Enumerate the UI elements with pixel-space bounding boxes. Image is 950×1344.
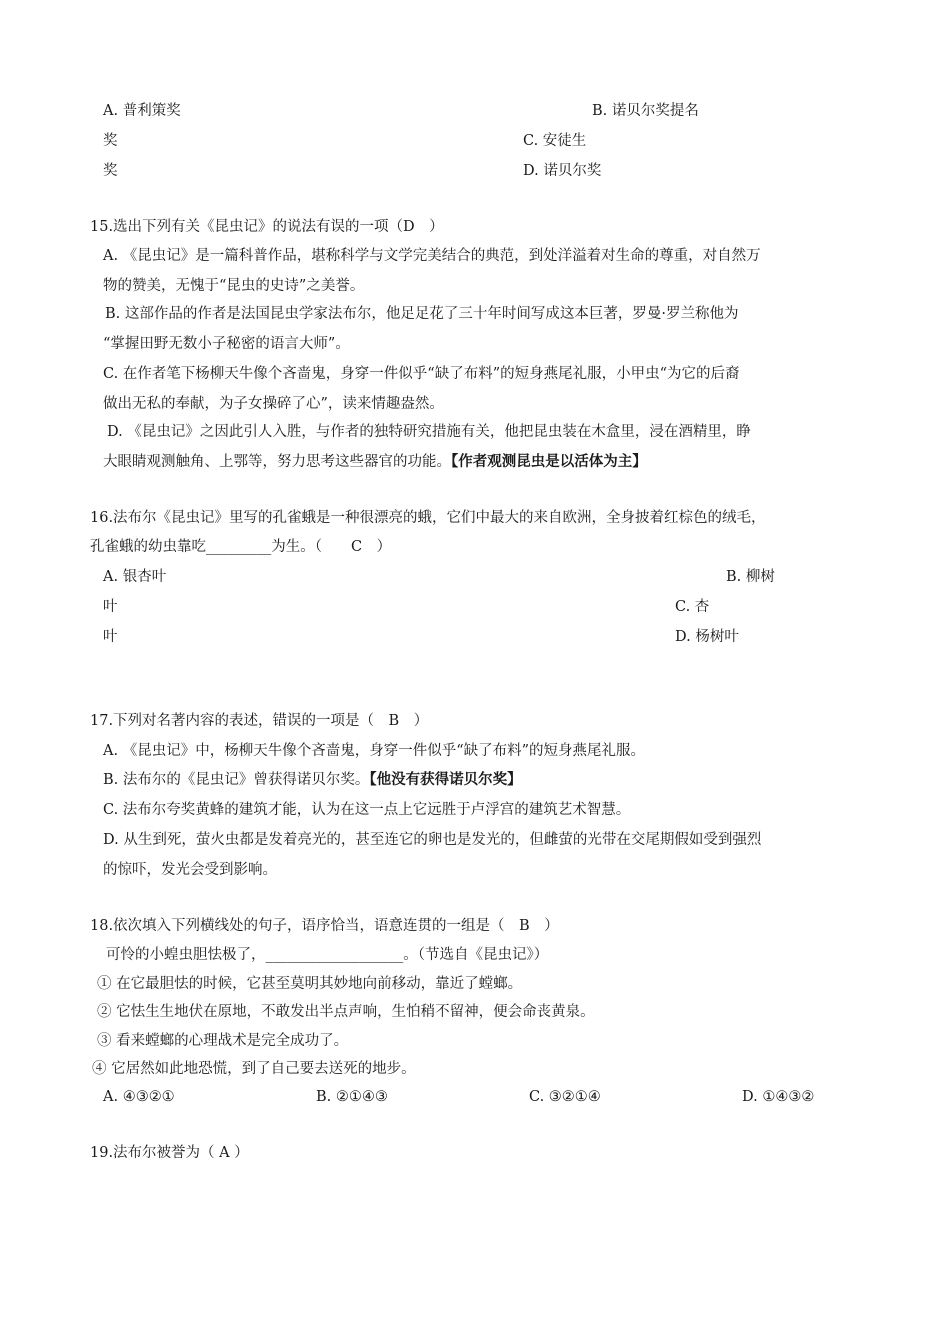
q15-option-d-line2: [103, 452, 647, 472]
q14-option-d: D. 诺贝尔奖: [523, 163, 602, 179]
q15-option-b-line2: “掌握田野无数小子秘密的语言大师”。: [103, 336, 350, 352]
q17-option-a: A. 《昆虫记》中，杨柳天牛像个吝啬鬼，身穿一件似乎“缺了布料”的短身燕尾礼服。: [103, 743, 646, 759]
q15-option-c-line2: 做出无私的奉献，为子女操碎了心”，读来情趣盎然。: [103, 396, 444, 412]
q16-option-b: B. 柳树: [726, 569, 775, 585]
q18-option-d: D. ①④③②: [742, 1089, 815, 1105]
q17-answer-note: 【他没有获得诺贝尔奖】: [369, 771, 522, 788]
q16-option-c-wrap: 叶: [103, 629, 118, 645]
q14-option-a-wrap: 奖: [103, 133, 118, 149]
q15-option-b-line1: B. 这部作品的作者是法国昆虫学家法布尔，他足足花了三十年时间写成这本巨著，罗曼·罗兰称他为: [105, 306, 739, 322]
q16-option-d: D. 杨树叶: [675, 629, 739, 645]
q15-stem: 15.选出下列有关《昆虫记》的说法有误的一项（D ）: [90, 219, 444, 235]
q15-answer-note: 【作者观测昆虫是以活体为主】: [451, 453, 647, 470]
q17-option-d-line1: D. 从生到死，萤火虫都是发着亮光的，甚至连它的卵也是发光的，但雌萤的光带在交尾期假如受到强烈: [103, 832, 762, 848]
q15-option-d-line1: D. 《昆虫记》之因此引人入胜，与作者的独特研究措施有关，他把昆虫装在木盒里，浸在酒精里，睁: [107, 424, 751, 440]
q16-option-a-wrap: 叶: [103, 599, 118, 615]
q14-option-b: B. 诺贝尔奖提名: [592, 103, 699, 119]
q14-option-c-wrap: 奖: [103, 163, 118, 179]
q15-option-a-line2: 物的赞美，无愧于“昆虫的史诗”之美誉。: [103, 278, 365, 294]
q18-option-a: A. ④③②①: [103, 1089, 175, 1105]
q17-option-b: B. 法布尔的《昆虫记》曾获得诺贝尔奖。: [103, 772, 370, 788]
q18-option-b: B. ②①④③: [316, 1089, 388, 1105]
q18-stem: 18.依次填入下列横线处的句子，语序恰当，语意连贯的一组是（ B ）: [90, 918, 559, 934]
q15-option-c-line1: C. 在作者笔下杨柳天牛像个吝啬鬼，身穿一件似乎“缺了布料”的短身燕尾礼服，小甲虫“为它的后裔: [103, 366, 740, 382]
q18-option-c: C. ③②①④: [529, 1089, 601, 1105]
q17-option-c: C. 法布尔夸奖黄蜂的建筑才能，认为在这一点上它远胜于卢浮宫的建筑艺术智慧。: [103, 802, 631, 818]
q16-option-c: C. 杏: [675, 599, 710, 615]
q18-sentence-2: ② 它怯生生地伏在原地，不敢发出半点声响，生怕稍不留神，便会命丧黄泉。: [97, 1004, 595, 1020]
q19-stem: 19.法布尔被誉为（ A ）: [90, 1145, 249, 1161]
q16-stem-line2: 孔雀蛾的幼虫靠吃_________为生。（ C ）: [90, 539, 392, 555]
q17-option-d-line2: 的惊吓，发光会受到影响。: [103, 862, 277, 878]
q18-sentence-4: ④ 它居然如此地恐慌，到了自己要去送死的地步。: [92, 1061, 416, 1077]
q17-stem: 17.下列对名著内容的表述，错误的一项是（ B ）: [90, 713, 429, 729]
q16-stem-line1: 16.法布尔《昆虫记》里写的孔雀蛾是一种很漂亮的蛾，它们中最大的来自欧洲，全身披着红棕色的绒毛，: [90, 510, 766, 526]
q18-sentence-3: ③ 看来螳螂的心理战术是完全成功了。: [97, 1033, 349, 1049]
q14-option-c: C. 安徒生: [523, 133, 587, 149]
q18-passage: 可怜的小蝗虫胆怯极了，___________________。（节选自《昆虫记》）: [106, 947, 549, 963]
q16-option-a: A. 银杏叶: [103, 569, 167, 585]
q15-option-a-line1: A. 《昆虫记》是一篇科普作品，堪称科学与文学完美结合的典范，到处洋溢着对生命的尊重，对自然万: [103, 248, 761, 264]
q18-sentence-1: ① 在它最胆怯的时候，它甚至莫明其妙地向前移动，靠近了螳螂。: [97, 976, 523, 992]
q15-option-d-text: 大眼睛观测触角、上鄂等，努力思考这些器官的功能。: [103, 454, 451, 470]
q17-option-b-line: [103, 770, 522, 790]
q14-option-a: A. 普利策奖: [103, 103, 181, 119]
